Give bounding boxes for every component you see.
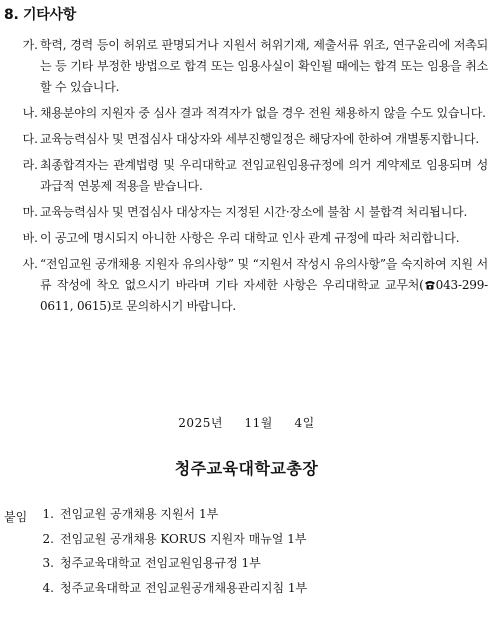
item-marker: 가.	[22, 38, 38, 52]
attachment-item	[40, 557, 307, 569]
notice-item	[0, 35, 493, 98]
notice-date	[0, 414, 493, 431]
item-text: 채용분야의 지원자 중 심사 결과 적격자가 없을 경우 전원 채용하지 않을 수도 있습니다.	[40, 106, 486, 120]
item-text: 이 공고에 명시되지 아니한 사항은 우리 대학교 인사 관계 규정에 따라 처리합니다.	[40, 231, 460, 245]
item-marker: 바.	[22, 231, 38, 245]
notice-item	[0, 202, 493, 223]
item-text: 최종합격자는 관계법령 및 우리대학교 전임교원임용규정에 의거 계약제로 임용되며 성과급적 연봉제 적용을 받습니다.	[40, 158, 488, 193]
item-text: 교육능력심사 및 면접심사 대상자는 지정된 시간·장소에 불참 시 불합격 처리됩니다.	[40, 205, 468, 219]
attachment-number: 2.	[42, 531, 54, 546]
item-text-before: “전임교원 공개채용 지원자 유의사항” 및 “지원서 작성시 유의사항”을 숙지하여 지원 서류 작성에 착오 없으시기 바라며 기타 자세한 사항은 우리대학교 교무처(	[40, 257, 488, 292]
date-day: 4일	[294, 416, 315, 430]
attachments-list	[40, 508, 307, 606]
attachment-item	[40, 582, 307, 594]
attachment-item	[40, 533, 307, 545]
attachment-text: 청주교육대학교 전임교원공개채용관리지침 1부	[60, 580, 308, 595]
item-marker: 마.	[22, 205, 38, 219]
signature: 청주교육대학교총장	[174, 459, 319, 478]
notice-item	[0, 228, 493, 249]
date-year: 2025년	[178, 416, 223, 430]
notice-item	[0, 254, 493, 317]
item-text-after: )로 문의하시기 바랍니다.	[106, 299, 236, 313]
attachment-text: 전임교원 공개채용 KORUS 지원자 매뉴얼 1부	[60, 531, 307, 546]
notice-items	[0, 35, 493, 322]
item-text: 교육능력심사 및 면접심사 대상자와 세부진행일정은 해당자에 한하여 개별통지합니다.	[40, 132, 480, 146]
section-heading: 8. 기타사항	[4, 7, 76, 23]
item-marker: 다.	[22, 132, 38, 146]
item-marker: 사.	[22, 257, 38, 271]
notice-item	[0, 103, 493, 124]
attachment-number: 1.	[42, 507, 54, 521]
item-marker: 라.	[22, 158, 38, 172]
notice-item	[0, 155, 493, 197]
attachment-number: 4.	[42, 580, 54, 595]
attachment-item	[40, 508, 307, 520]
notice-item	[0, 129, 493, 150]
attachments-label: 붙임	[4, 510, 28, 524]
phone-number: 043-299-0611, 0615	[40, 278, 488, 313]
attachment-number: 3.	[42, 556, 54, 570]
date-month: 11월	[244, 416, 273, 430]
item-marker: 나.	[22, 106, 38, 120]
attachment-text: 전임교원 공개채용 지원서 1부	[60, 507, 219, 521]
item-text	[40, 254, 488, 317]
phone-icon	[424, 276, 436, 286]
item-text: 학력, 경력 등이 허위로 판명되거나 지원서 허위기재, 제출서류 위조, 연구윤리에 저촉되는 등 기타 부정한 방법으로 합격 또는 임용사실이 확인될 때에는 합격 또는 임용을 취소할 수 있습니다.	[40, 38, 488, 94]
attachment-text: 청주교육대학교 전임교원임용규정 1부	[60, 556, 261, 570]
